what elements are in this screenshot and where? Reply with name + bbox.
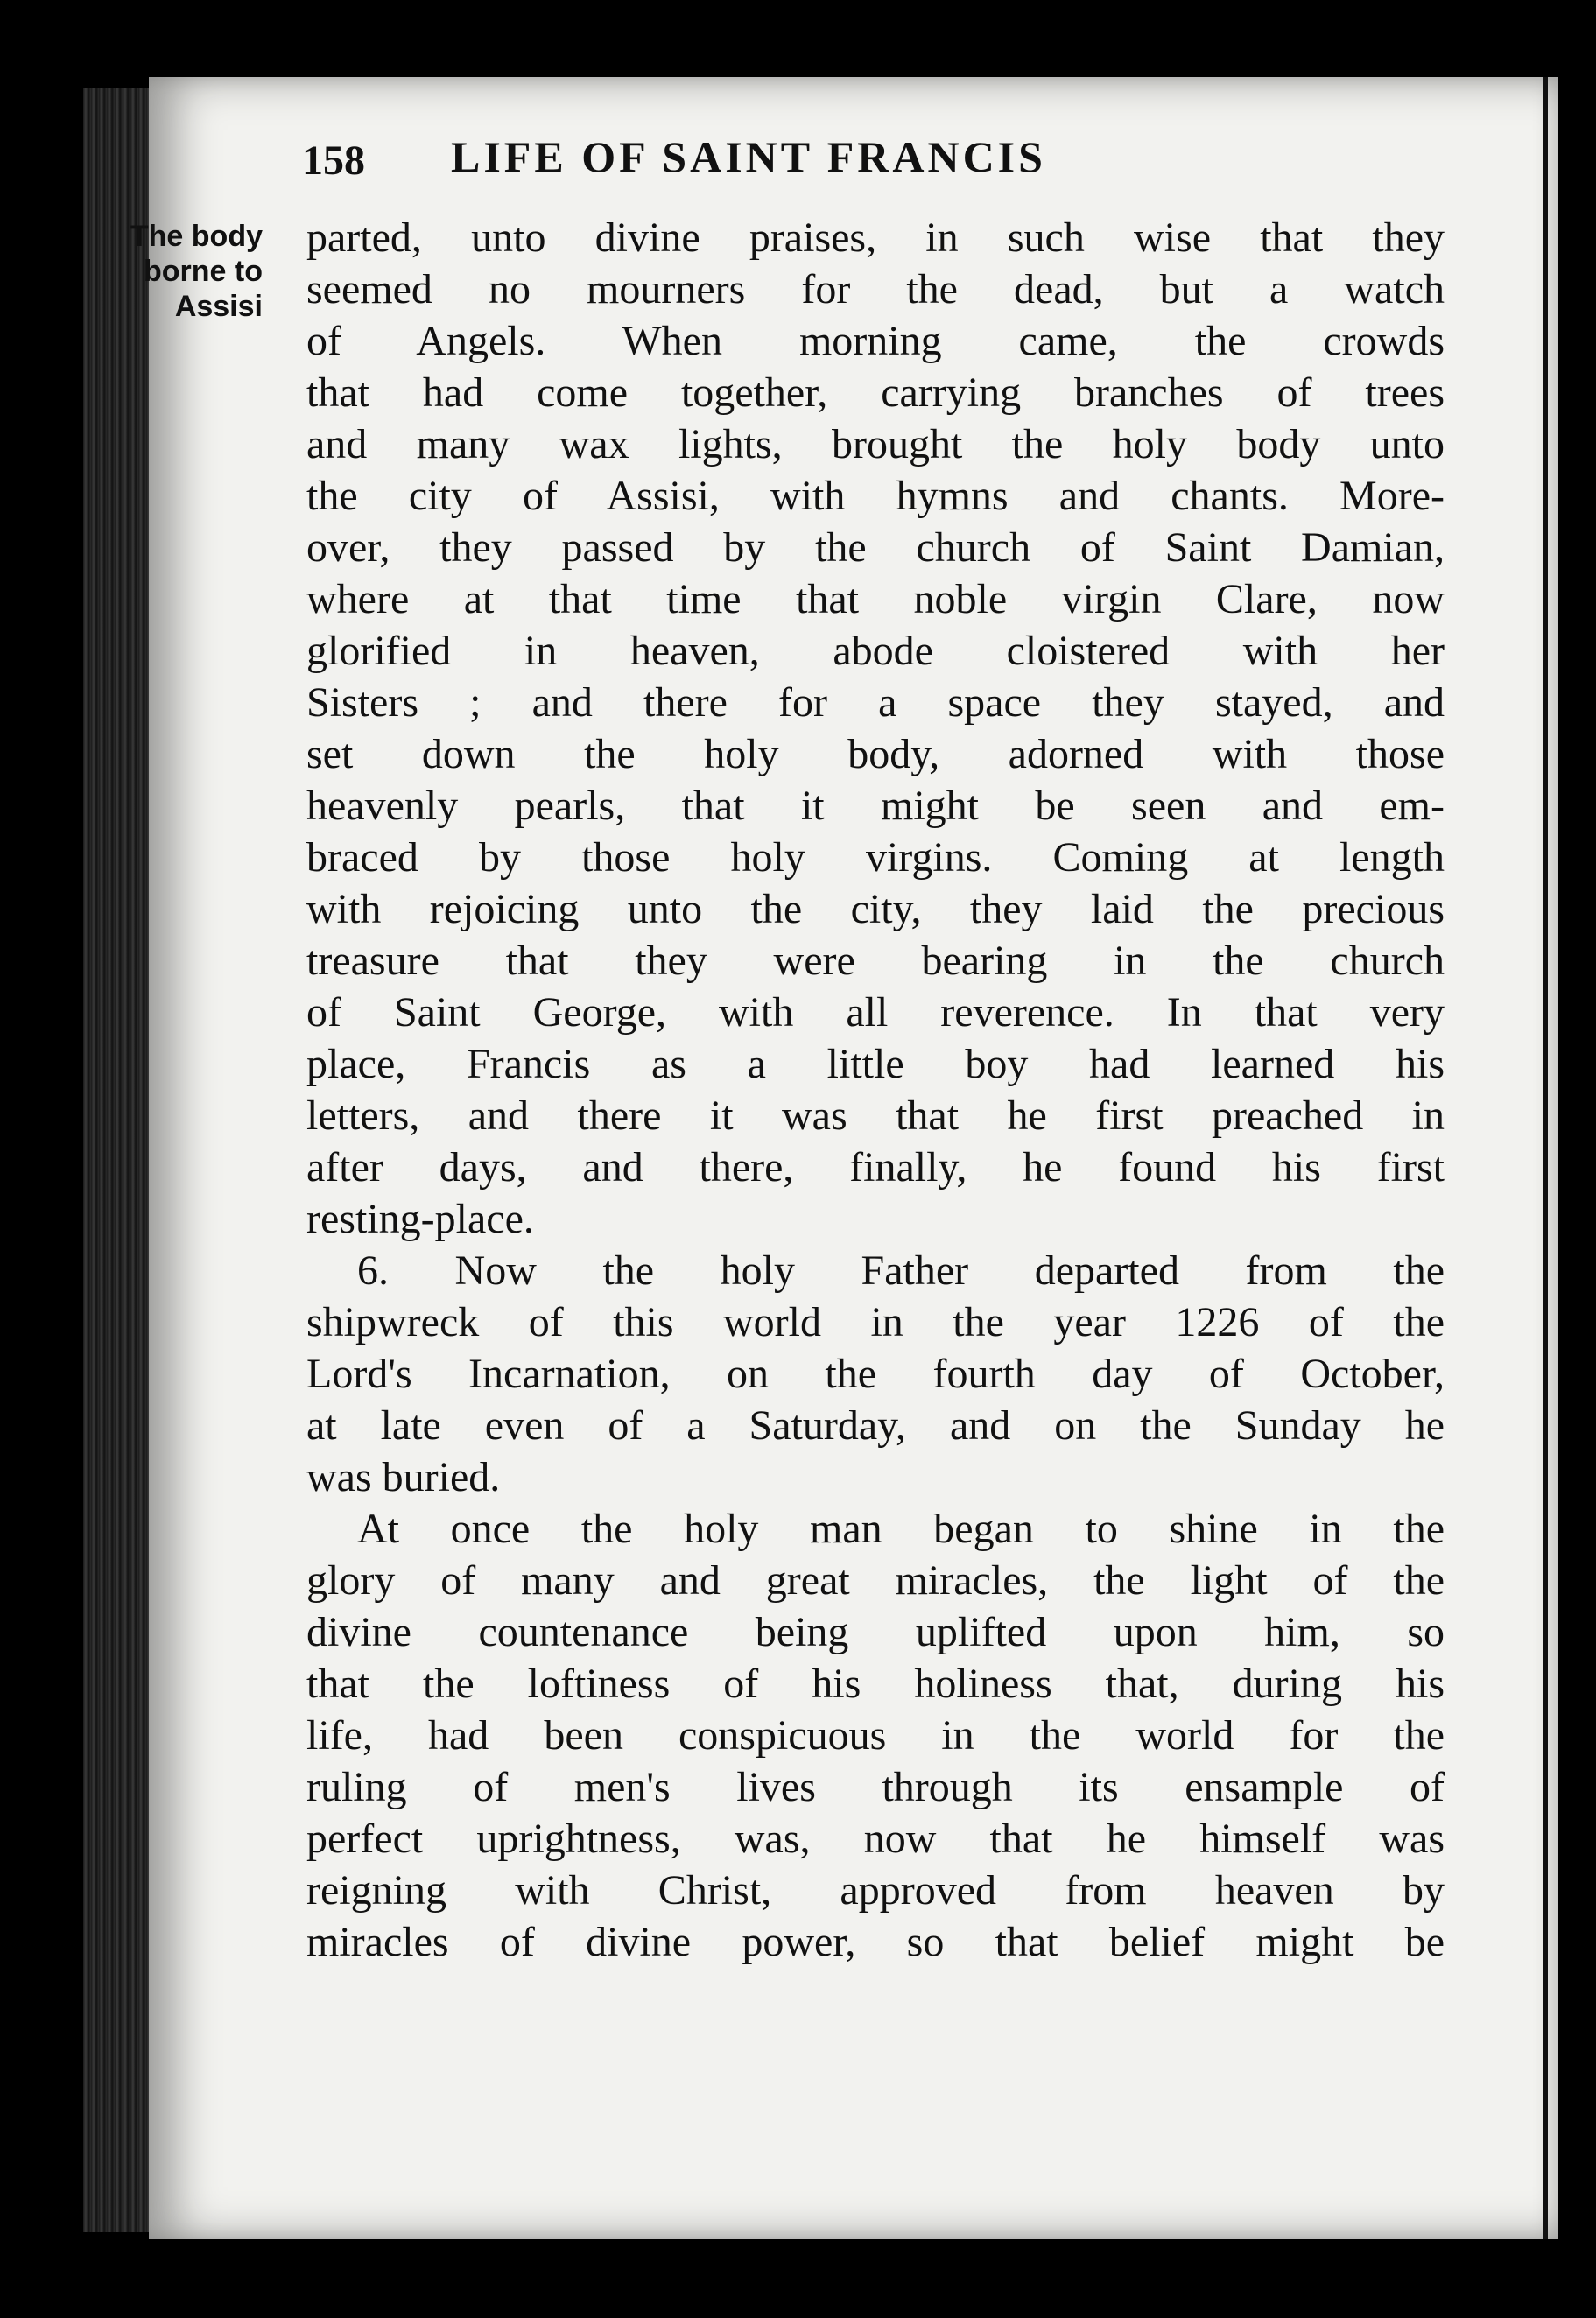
- text-line: reigning with Christ, approved from heaven by: [306, 1867, 1445, 1914]
- text-line: letters, and there it was that he first preached in: [306, 1092, 1445, 1139]
- text-line: that the loftiness of his holiness that, during his: [306, 1661, 1445, 1707]
- page-title: LIFE OF SAINT FRANCIS: [451, 132, 1046, 181]
- text-line: after days, and there, finally, he found his first: [306, 1144, 1445, 1191]
- text-line: and many wax lights, brought the holy body unto: [306, 421, 1445, 467]
- text-line: Sisters ; and there for a space they stayed, and: [306, 679, 1445, 726]
- text-line: the city of Assisi, with hymns and chants. More-: [306, 473, 1445, 519]
- running-head: [302, 131, 1300, 193]
- text-line: life, had been conspicuous in the world for the: [306, 1712, 1445, 1759]
- text-line: Lord's Incarnation, on the fourth day of October,: [306, 1351, 1445, 1397]
- side-note: [88, 219, 263, 324]
- text-line: of Saint George, with all reverence. In that very: [306, 989, 1445, 1036]
- text-line: of Angels. When morning came, the crowds: [306, 318, 1445, 364]
- text-line: place, Francis as a little boy had learned his: [306, 1041, 1445, 1087]
- text-line: 6. Now the holy Father departed from the: [357, 1247, 1445, 1294]
- page-right-border: [1543, 77, 1548, 2239]
- text-line: over, they passed by the church of Saint Damian,: [306, 524, 1445, 571]
- text-line: miracles of divine power, so that belief might be: [306, 1919, 1445, 1965]
- text-line: glory of many and great miracles, the light of the: [306, 1557, 1445, 1604]
- book-spine-edge: [83, 88, 153, 2232]
- text-line: braced by those holy virgins. Coming at length: [306, 834, 1445, 881]
- side-note-line: The body: [130, 220, 263, 253]
- text-line: resting-place.: [306, 1196, 534, 1242]
- side-note-line: Assisi: [174, 290, 263, 323]
- text-line: parted, unto divine praises, in such wise that they: [306, 214, 1445, 261]
- text-line: At once the holy man began to shine in the: [357, 1506, 1445, 1552]
- side-note-line: borne to: [144, 255, 263, 288]
- text-line: set down the holy body, adorned with those: [306, 731, 1445, 777]
- text-line: perfect uprightness, was, now that he himself was: [306, 1816, 1445, 1862]
- page-number: 158: [302, 137, 365, 184]
- text-line: glorified in heaven, abode cloistered with her: [306, 628, 1445, 674]
- text-line: ruling of men's lives through its ensample of: [306, 1764, 1445, 1810]
- text-line: shipwreck of this world in the year 1226 of the: [306, 1299, 1445, 1345]
- body-text: [306, 212, 1445, 1968]
- text-line: that had come together, carrying branches of trees: [306, 369, 1445, 416]
- text-line: was buried.: [306, 1454, 501, 1500]
- text-line: where at that time that noble virgin Clare, now: [306, 576, 1445, 622]
- text-line: heavenly pearls, that it might be seen and em-: [306, 783, 1445, 829]
- text-line: at late even of a Saturday, and on the Sunday he: [306, 1402, 1445, 1449]
- text-line: treasure that they were bearing in the church: [306, 938, 1445, 984]
- text-line: seemed no mourners for the dead, but a watch: [306, 266, 1445, 313]
- text-line: with rejoicing unto the city, they laid the precious: [306, 886, 1445, 932]
- text-line: divine countenance being uplifted upon him, so: [306, 1609, 1445, 1655]
